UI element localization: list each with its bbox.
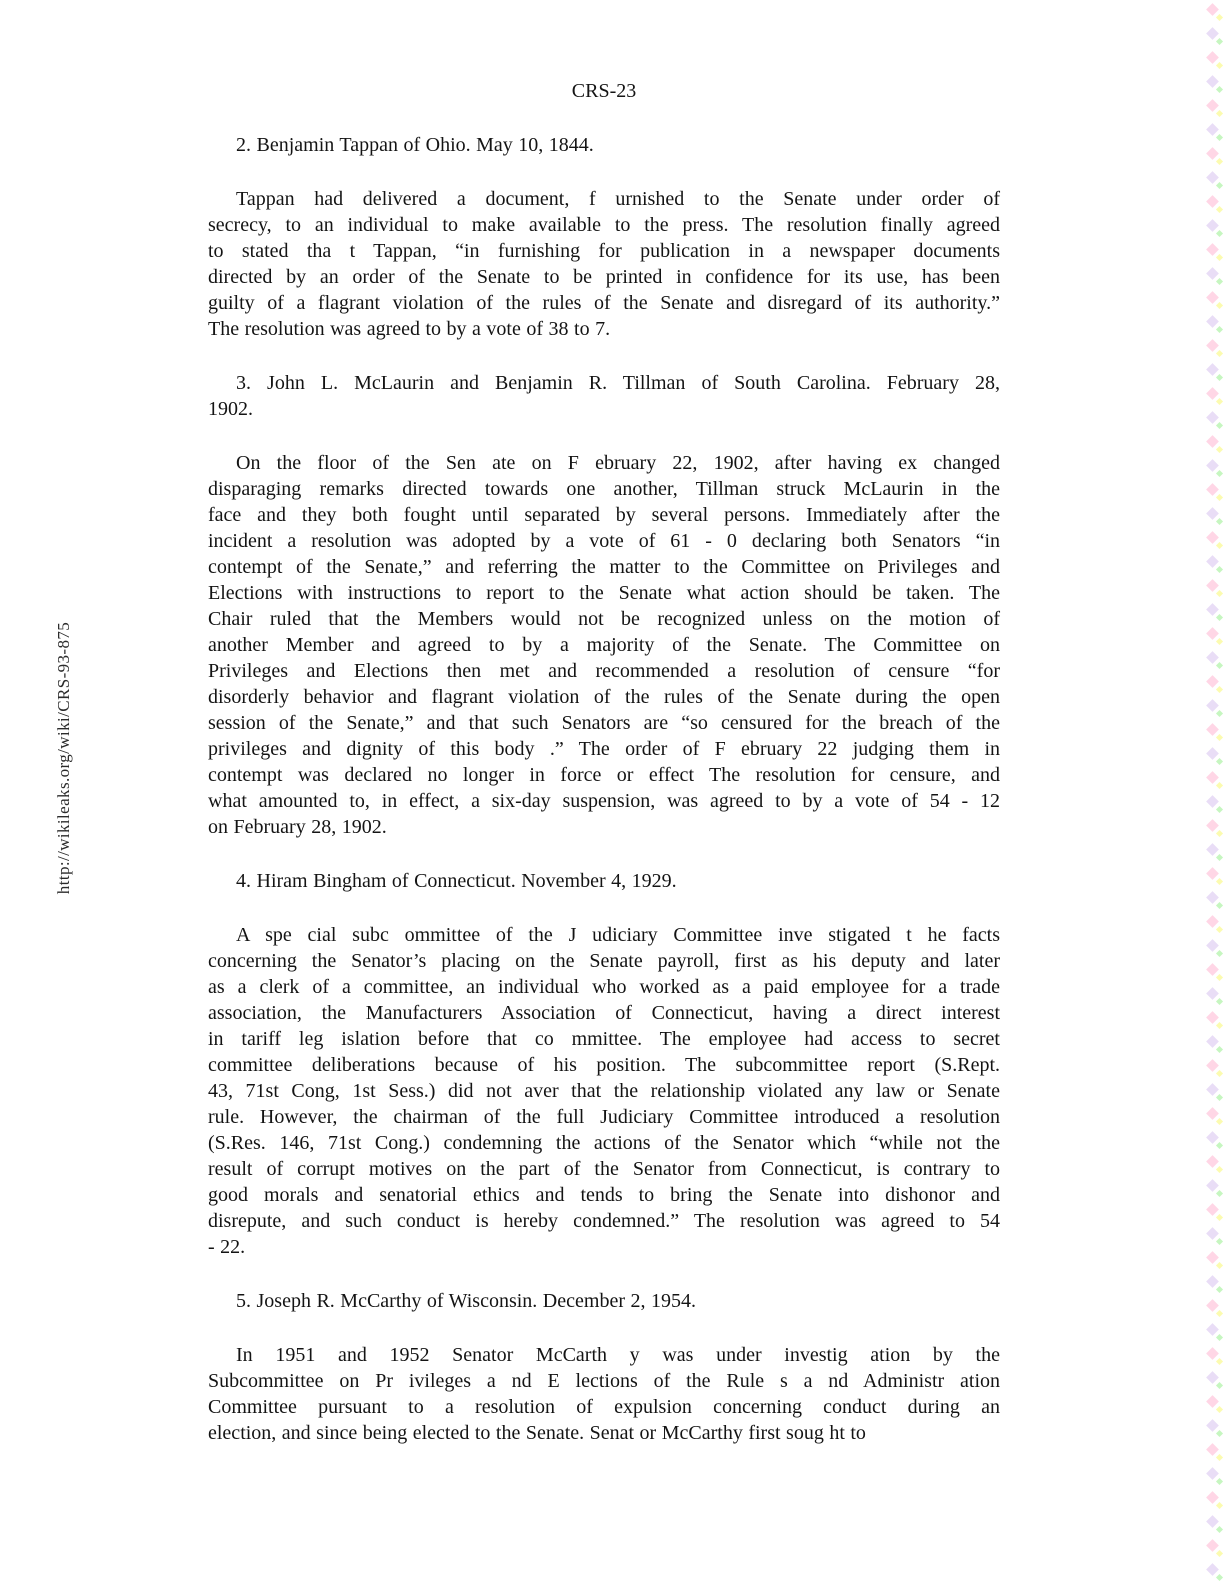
text-line: 1902. [208, 398, 253, 420]
edge-pattern-unit [1206, 696, 1224, 720]
edge-pattern-unit [1206, 672, 1224, 696]
edge-pattern-unit [1206, 240, 1224, 264]
diamond-shape [1206, 771, 1219, 784]
diamond-shape [1216, 1094, 1223, 1101]
diamond-shape [1206, 987, 1219, 1000]
text-line: contempt of the Senate,” and referring the matter to the Committee on Privileges and [208, 556, 1000, 578]
diamond-shape [1216, 1406, 1223, 1413]
edge-pattern-unit [1206, 1488, 1224, 1512]
diamond-shape [1206, 27, 1219, 40]
diamond-shape [1206, 675, 1219, 688]
text-line: Elections with instructions to report to the Senate what action should be taken. The [208, 582, 1000, 604]
edge-pattern-unit [1206, 1320, 1224, 1344]
text-line: face and they both fought until separated by several persons. Immediately after the [208, 504, 1000, 526]
edge-pattern-unit [1206, 744, 1224, 768]
diamond-shape [1206, 819, 1219, 832]
edge-pattern-unit [1206, 384, 1224, 408]
diamond-shape [1206, 219, 1219, 232]
text-line: another Member and agreed to by a majority of the Senate. The Committee on [208, 634, 1000, 656]
text-line: good morals and senatorial ethics and tends to bring the Senate into dishonor and [208, 1184, 1000, 1206]
text-line: as a clerk of a committee, an individual who worked as a paid employee for a trade [208, 976, 1000, 998]
diamond-shape [1216, 518, 1223, 525]
paragraph [208, 1342, 1000, 1446]
diamond-shape [1216, 806, 1223, 813]
diamond-shape [1206, 1371, 1219, 1384]
edge-pattern-unit [1206, 792, 1224, 816]
diamond-shape [1206, 1299, 1219, 1312]
diamond-shape [1206, 123, 1219, 136]
edge-pattern-unit [1206, 1080, 1224, 1104]
text-line: 4. Hiram Bingham of Connecticut. November 4, 1929. [236, 870, 677, 892]
diamond-shape [1216, 1022, 1223, 1029]
text-line: session of the Senate,” and that such Senators are “so censured for the breach of the [208, 712, 1000, 734]
diamond-shape [1206, 651, 1219, 664]
diamond-shape [1216, 1070, 1223, 1077]
text-line: 3. John L. McLaurin and Benjamin R. Tillman of South Carolina. February 28, [236, 372, 1000, 394]
edge-pattern-unit [1206, 192, 1224, 216]
diamond-shape [1216, 230, 1223, 237]
diamond-shape [1216, 950, 1223, 957]
diamond-shape [1216, 374, 1223, 381]
diamond-shape [1216, 734, 1223, 741]
text-line: on February 28, 1902. [208, 816, 387, 838]
edge-pattern-unit [1206, 288, 1224, 312]
diamond-shape [1206, 1083, 1219, 1096]
diamond-shape [1216, 638, 1223, 645]
diamond-shape [1206, 51, 1219, 64]
diamond-shape [1206, 363, 1219, 376]
edge-pattern-unit [1206, 1344, 1224, 1368]
diamond-shape [1206, 1491, 1219, 1504]
diamond-shape [1216, 1382, 1223, 1389]
diamond-shape [1206, 1179, 1219, 1192]
diamond-shape [1206, 915, 1219, 928]
edge-pattern-unit [1206, 48, 1224, 72]
diamond-shape [1206, 507, 1219, 520]
text-line: Subcommittee on Pr ivileges a nd E lections of the Rule s a nd Administr ation [208, 1370, 1000, 1392]
diamond-shape [1206, 555, 1219, 568]
edge-pattern-unit [1206, 360, 1224, 384]
text-line: contempt was declared no longer in force or effect The resolution for censure, and [208, 764, 1000, 786]
diamond-shape [1216, 782, 1223, 789]
diamond-shape [1206, 1443, 1219, 1456]
diamond-shape [1216, 134, 1223, 141]
diamond-shape [1216, 1286, 1223, 1293]
paragraph [208, 450, 1000, 840]
wikileaks-url-watermark: http://wikileaks.org/wiki/CRS-93-875 [54, 621, 73, 895]
edge-pattern-unit [1206, 216, 1224, 240]
diamond-shape [1216, 1574, 1223, 1581]
edge-pattern-unit [1206, 936, 1224, 960]
text-line: secrecy, to an individual to make available to the press. The resolution finally agreed [208, 214, 1000, 236]
edge-pattern-unit [1206, 1224, 1224, 1248]
text-line: result of corrupt motives on the part of the Senator from Connecticut, is contrary to [208, 1158, 1000, 1180]
diamond-shape [1206, 1227, 1219, 1240]
diamond-shape [1206, 747, 1219, 760]
text-line: Privileges and Elections then met and recommended a resolution of censure “for [208, 660, 1000, 682]
edge-pattern-unit [1206, 1416, 1224, 1440]
diamond-shape [1216, 1118, 1223, 1125]
edge-pattern-unit [1206, 504, 1224, 528]
page-number: CRS-23 [571, 80, 637, 102]
edge-pattern-unit [1206, 1176, 1224, 1200]
diamond-shape [1206, 1323, 1219, 1336]
diamond-shape [1216, 662, 1223, 669]
diamond-shape [1216, 86, 1223, 93]
diamond-shape [1216, 278, 1223, 285]
diamond-shape [1206, 339, 1219, 352]
diamond-shape [1206, 483, 1219, 496]
text-line: On the floor of the Sen ate on F ebruary 22, 1902, after having ex changed [236, 452, 1000, 474]
text-line: (S.Res. 146, 71st Cong.) condemning the actions of the Senator which “while not the [208, 1132, 1000, 1154]
edge-pattern-unit [1206, 552, 1224, 576]
diamond-shape [1206, 1275, 1219, 1288]
diamond-shape [1216, 38, 1223, 45]
diamond-shape [1216, 590, 1223, 597]
diamond-shape [1206, 1155, 1219, 1168]
edge-pattern-unit [1206, 456, 1224, 480]
edge-pattern-unit [1206, 1008, 1224, 1032]
diamond-shape [1216, 1358, 1223, 1365]
diamond-shape [1206, 1059, 1219, 1072]
diamond-shape [1216, 998, 1223, 1005]
diamond-shape [1216, 1310, 1223, 1317]
edge-pattern-unit [1206, 72, 1224, 96]
text-line: guilty of a flagrant violation of the rules of the Senate and disregard of its authority.” [208, 292, 1000, 314]
diamond-shape [1206, 579, 1219, 592]
edge-pattern-unit [1206, 1128, 1224, 1152]
text-line: concerning the Senator’s placing on the Senate payroll, first as his deputy and later [208, 950, 1000, 972]
diamond-shape [1216, 398, 1223, 405]
text-blocks [208, 132, 1000, 1446]
section-heading [208, 868, 1000, 894]
edge-pattern-unit [1206, 1032, 1224, 1056]
diamond-shape [1216, 1430, 1223, 1437]
diamond-shape [1206, 291, 1219, 304]
diamond-shape [1216, 350, 1223, 357]
text-line: Committee pursuant to a resolution of expulsion concerning conduct during an [208, 1396, 1000, 1418]
edge-pattern-unit [1206, 528, 1224, 552]
diamond-shape [1216, 1550, 1223, 1557]
diamond-shape [1206, 531, 1219, 544]
diamond-shape [1216, 158, 1223, 165]
edge-pattern-unit [1206, 840, 1224, 864]
diamond-shape [1206, 1203, 1219, 1216]
text-line: association, the Manufacturers Association of Connecticut, having a direct interest [208, 1002, 1000, 1024]
edge-pattern-unit [1206, 336, 1224, 360]
edge-pattern-unit [1206, 1464, 1224, 1488]
edge-pattern-unit [1206, 1392, 1224, 1416]
edge-pattern-unit [1206, 168, 1224, 192]
edge-pattern-unit [1206, 1440, 1224, 1464]
diamond-shape [1216, 566, 1223, 573]
diamond-shape [1216, 254, 1223, 261]
diamond-shape [1206, 939, 1219, 952]
edge-pattern-unit [1206, 1248, 1224, 1272]
diamond-shape [1216, 1526, 1223, 1533]
edge-pattern-unit [1206, 0, 1224, 24]
diamond-shape [1206, 411, 1219, 424]
diamond-shape [1216, 542, 1223, 549]
diamond-shape [1216, 110, 1223, 117]
diamond-shape [1216, 1502, 1223, 1509]
diamond-shape [1216, 206, 1223, 213]
edge-pattern-unit [1206, 600, 1224, 624]
text-line: what amounted to, in effect, a six-day suspension, was agreed to by a vote of 54 - 12 [208, 790, 1000, 812]
edge-pattern-unit [1206, 144, 1224, 168]
diamond-shape [1206, 699, 1219, 712]
diamond-shape [1206, 867, 1219, 880]
edge-pattern-unit [1206, 1536, 1224, 1560]
diamond-shape [1206, 603, 1219, 616]
edge-pattern-unit [1206, 888, 1224, 912]
diamond-shape [1216, 1454, 1223, 1461]
edge-pattern-unit [1206, 648, 1224, 672]
text-line: disorderly behavior and flagrant violation of the rules of the Senate during the open [208, 686, 1000, 708]
diamond-shape [1206, 627, 1219, 640]
diamond-shape [1216, 182, 1223, 189]
diamond-shape [1206, 891, 1219, 904]
diamond-shape [1206, 243, 1219, 256]
section-heading [208, 1288, 1000, 1314]
diamond-shape [1216, 14, 1223, 21]
text-line: In 1951 and 1952 Senator McCarth y was under investig ation by the [236, 1344, 1000, 1366]
diamond-shape [1206, 1515, 1219, 1528]
edge-pattern-unit [1206, 1296, 1224, 1320]
diamond-shape [1206, 1251, 1219, 1264]
text-line: rule. However, the chairman of the full Judiciary Committee introduced a resolution [208, 1106, 1000, 1128]
text-line: committee deliberations because of his position. The subcommittee report (S.Rept. [208, 1054, 1000, 1076]
diamond-shape [1206, 1011, 1219, 1024]
text-line: Tappan had delivered a document, f urnished to the Senate under order of [236, 188, 1000, 210]
diamond-shape [1216, 1046, 1223, 1053]
diamond-shape [1206, 843, 1219, 856]
diamond-shape [1216, 926, 1223, 933]
edge-pattern-unit [1206, 120, 1224, 144]
diamond-shape [1206, 99, 1219, 112]
diamond-shape [1216, 1142, 1223, 1149]
diamond-shape [1206, 795, 1219, 808]
diamond-shape [1216, 326, 1223, 333]
text-line: to stated tha t Tappan, “in furnishing for publication in a newspaper documents [208, 240, 1000, 262]
diamond-shape [1206, 459, 1219, 472]
diamond-shape [1216, 422, 1223, 429]
diamond-shape [1206, 723, 1219, 736]
diamond-shape [1206, 1107, 1219, 1120]
section-heading [208, 132, 1000, 158]
document-content [208, 78, 1000, 1474]
diamond-shape [1206, 1467, 1219, 1480]
edge-pattern-unit [1206, 768, 1224, 792]
diamond-shape [1216, 902, 1223, 909]
diamond-shape [1216, 830, 1223, 837]
diamond-shape [1206, 75, 1219, 88]
diamond-shape [1216, 494, 1223, 501]
text-line: disrepute, and such conduct is hereby condemned.” The resolution was agreed to 54 [208, 1210, 1000, 1232]
diamond-shape [1206, 387, 1219, 400]
diamond-shape [1216, 614, 1223, 621]
text-line: disparaging remarks directed towards one another, Tillman struck McLaurin in the [208, 478, 1000, 500]
diamond-shape [1216, 710, 1223, 717]
edge-pattern-unit [1206, 96, 1224, 120]
text-line: The resolution was agreed to by a vote of 38 to 7. [208, 318, 611, 340]
edge-pattern-unit [1206, 1200, 1224, 1224]
diamond-shape [1206, 1419, 1219, 1432]
diamond-shape [1206, 171, 1219, 184]
edge-pattern-unit [1206, 24, 1224, 48]
edge-pattern-unit [1206, 480, 1224, 504]
diamond-shape [1206, 963, 1219, 976]
diamond-shape [1216, 1334, 1223, 1341]
text-line: 2. Benjamin Tappan of Ohio. May 10, 1844. [236, 134, 594, 156]
diamond-shape [1206, 147, 1219, 160]
edge-pattern-unit [1206, 912, 1224, 936]
edge-pattern-unit [1206, 720, 1224, 744]
diamond-shape [1216, 974, 1223, 981]
edge-pattern-unit [1206, 1152, 1224, 1176]
diamond-shape [1216, 1214, 1223, 1221]
edge-pattern-unit [1206, 1272, 1224, 1296]
diamond-shape [1206, 1395, 1219, 1408]
diamond-shape [1216, 1166, 1223, 1173]
diamond-shape [1216, 686, 1223, 693]
edge-pattern-unit [1206, 264, 1224, 288]
edge-pattern-unit [1206, 576, 1224, 600]
diamond-shape [1206, 1347, 1219, 1360]
decorative-edge-pattern [1206, 0, 1224, 1584]
text-line: directed by an order of the Senate to be printed in confidence for its use, has been [208, 266, 1000, 288]
diamond-shape [1206, 1035, 1219, 1048]
edge-pattern-unit [1206, 816, 1224, 840]
paragraph [208, 186, 1000, 342]
diamond-shape [1206, 315, 1219, 328]
text-line: 43, 71st Cong, 1st Sess.) did not aver that the relationship violated any law or Senate [208, 1080, 1000, 1102]
edge-pattern-unit [1206, 1560, 1224, 1584]
diamond-shape [1216, 1238, 1223, 1245]
edge-pattern-unit [1206, 1368, 1224, 1392]
text-line: - 22. [208, 1236, 246, 1258]
edge-pattern-unit [1206, 960, 1224, 984]
diamond-shape [1206, 1539, 1219, 1552]
diamond-shape [1216, 1190, 1223, 1197]
text-line: privileges and dignity of this body .” The order of F ebruary 22 judging them in [208, 738, 1000, 760]
edge-pattern-unit [1206, 1512, 1224, 1536]
diamond-shape [1216, 1262, 1223, 1269]
text-line: election, and since being elected to the Senate. Senat or McCarthy first soug ht to [208, 1422, 866, 1444]
diamond-shape [1206, 435, 1219, 448]
edge-pattern-unit [1206, 432, 1224, 456]
section-heading [208, 370, 1000, 422]
diamond-shape [1206, 1131, 1219, 1144]
text-line: 5. Joseph R. McCarthy of Wisconsin. December 2, 1954. [236, 1290, 696, 1312]
diamond-shape [1206, 1563, 1219, 1576]
text-line: incident a resolution was adopted by a vote of 61 - 0 declaring both Senators “in [208, 530, 1000, 552]
diamond-shape [1216, 446, 1223, 453]
diamond-shape [1216, 302, 1223, 309]
text-line: A spe cial subc ommittee of the J udiciary Committee inve stigated t he facts [236, 924, 1000, 946]
edge-pattern-unit [1206, 984, 1224, 1008]
diamond-shape [1216, 470, 1223, 477]
diamond-shape [1216, 758, 1223, 765]
edge-pattern-unit [1206, 1056, 1224, 1080]
edge-pattern-unit [1206, 624, 1224, 648]
diamond-shape [1216, 62, 1223, 69]
edge-pattern-unit [1206, 408, 1224, 432]
diamond-shape [1206, 195, 1219, 208]
text-line: in tariff leg islation before that co mmittee. The employee had access to secret [208, 1028, 1000, 1050]
edge-pattern-unit [1206, 1104, 1224, 1128]
text-line: Chair ruled that the Members would not be recognized unless on the motion of [208, 608, 1000, 630]
diamond-shape [1206, 267, 1219, 280]
diamond-shape [1216, 878, 1223, 885]
diamond-shape [1216, 854, 1223, 861]
diamond-shape [1216, 1478, 1223, 1485]
paragraph [208, 922, 1000, 1260]
edge-pattern-unit [1206, 864, 1224, 888]
edge-pattern-unit [1206, 312, 1224, 336]
diamond-shape [1206, 3, 1219, 16]
